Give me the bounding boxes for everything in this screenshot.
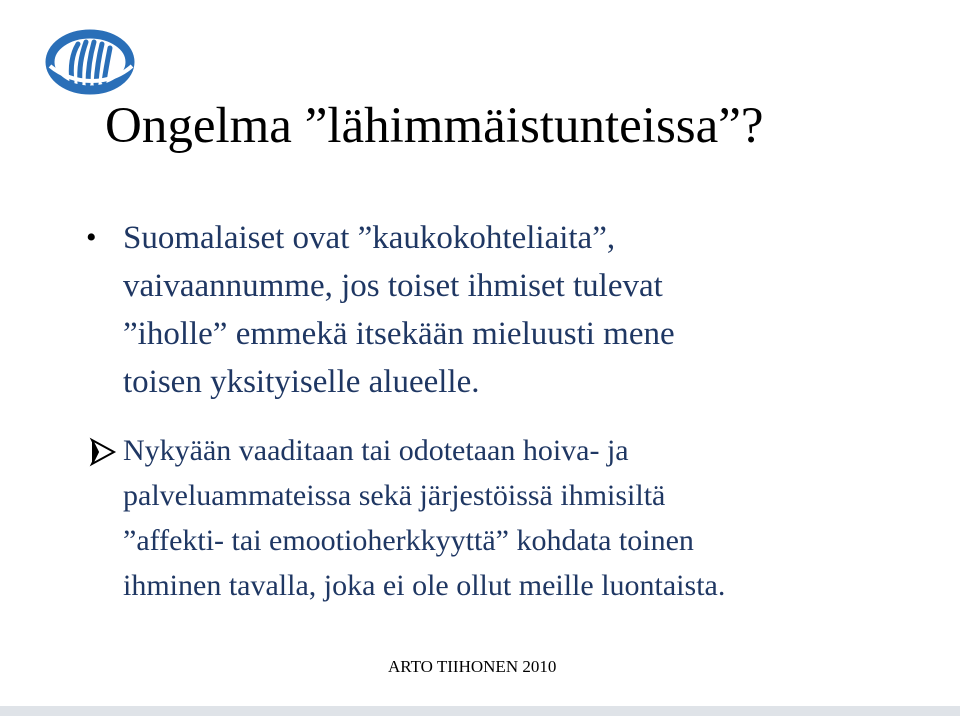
bullet-line: ”affekti- tai emootioherkkyyttä” kohdata toinen — [123, 524, 694, 557]
footer-author: ARTO TIIHONEN 2010 — [388, 657, 557, 676]
bullet-line: ”iholle” emmekä itsekään mieluusti mene — [123, 316, 675, 352]
arrowhead-bullet-icon — [88, 437, 118, 467]
bullet-line: toisen yksityiselle alueelle. — [123, 364, 480, 400]
bullet-text — [123, 214, 883, 406]
organization-logo-icon — [44, 26, 140, 96]
bullet-line: ihminen tavalla, joka ei ole ollut meille luontaista. — [123, 569, 726, 602]
bullet-line: Suomalaiset ovat ”kaukokohteliaita”, — [123, 220, 616, 256]
bullet-line: vaivaannumme, jos toiset ihmiset tulevat — [123, 268, 663, 304]
bullet-text — [123, 428, 923, 608]
bullet-line: Nykyään vaaditaan tai odotetaan hoiva- ja — [123, 434, 629, 467]
bullet-line: palveluammateissa sekä järjestöissä ihmisiltä — [123, 479, 666, 512]
bottom-strip — [0, 706, 960, 716]
bullet-dot: • — [86, 221, 97, 254]
slide-title: Ongelma ”lähimmäistunteissa”? — [105, 98, 764, 154]
